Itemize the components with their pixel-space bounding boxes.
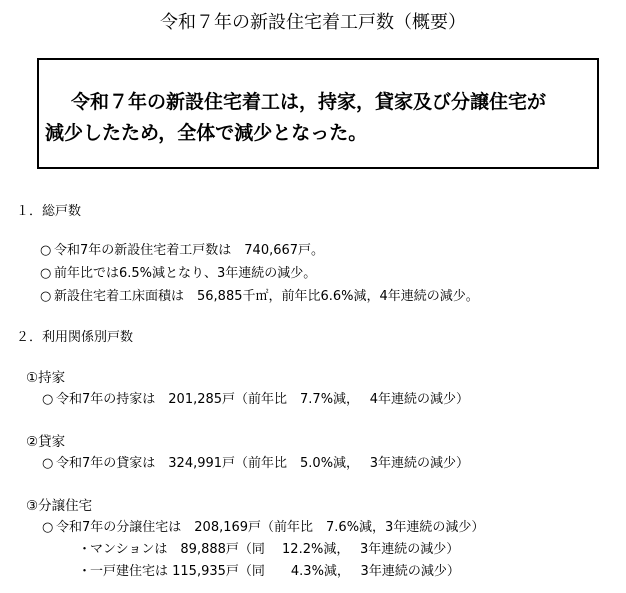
- bullet-marker: ○: [40, 243, 52, 258]
- total-item-1-text: 令和7年の新設住宅着工戸数は 740,667戸。: [54, 243, 325, 258]
- total-item-3: [40, 285, 479, 304]
- page-title: 令和７年の新設住宅着工戸数（概要）: [160, 12, 466, 33]
- for-sale-sub-item-2: [78, 560, 460, 579]
- total-item-2: [40, 262, 316, 281]
- owner-item: [42, 388, 469, 407]
- summary-line-1: [45, 87, 583, 118]
- total-item-2-text: 前年比では6.5%減となり、3年連続の減少。: [54, 266, 317, 281]
- for-sale-sub-item-2-text: 一戸建住宅は 115,935戸（同 4.3%減， 3年連続の減少）: [90, 564, 460, 579]
- subheading-rental: ②貸家: [26, 434, 66, 450]
- bullet-marker: ○: [40, 266, 52, 281]
- owner-item-text: 令和7年の持家は 201,285戸（前年比 7.7%減， 4年連続の減少）: [56, 392, 469, 407]
- summary-line-2: 減少したため，全体で減少となった。: [45, 122, 368, 144]
- rental-item: [42, 452, 469, 471]
- for-sale-sub-item-1: [78, 538, 459, 557]
- bullet-marker: ○: [40, 289, 52, 304]
- bullet-marker: ○: [42, 392, 54, 407]
- dot-marker: ・: [78, 564, 92, 579]
- subheading-for-sale: ③分譲住宅: [26, 498, 93, 514]
- bullet-marker: ○: [42, 456, 54, 471]
- for-sale-sub-item-1-text: マンションは 89,888戸（同 12.2%減， 3年連続の減少）: [90, 542, 460, 557]
- bullet-marker: ○: [42, 520, 54, 535]
- total-item-3-text: 新設住宅着工床面積は 56,885千㎡，前年比6.6%減，4年連続の減少。: [54, 289, 479, 304]
- subheading-owner: ①持家: [26, 370, 66, 386]
- for-sale-item-text: 令和7年の分譲住宅は 208,169戸（前年比 7.6%減，3年連続の減少）: [56, 520, 485, 535]
- rental-item-text: 令和7年の貸家は 324,991戸（前年比 5.0%減， 3年連続の減少）: [56, 456, 469, 471]
- dot-marker: ・: [78, 542, 92, 557]
- summary-box: [37, 58, 599, 169]
- for-sale-item: [42, 516, 484, 535]
- total-item-1: [40, 239, 324, 258]
- summary-text-1: 令和７年の新設住宅着工は，持家，貸家及び分譲住宅が: [71, 91, 547, 113]
- section-heading-by-use: ２．利用関係別戸数: [16, 330, 134, 345]
- section-heading-total: １．総戸数: [16, 204, 82, 219]
